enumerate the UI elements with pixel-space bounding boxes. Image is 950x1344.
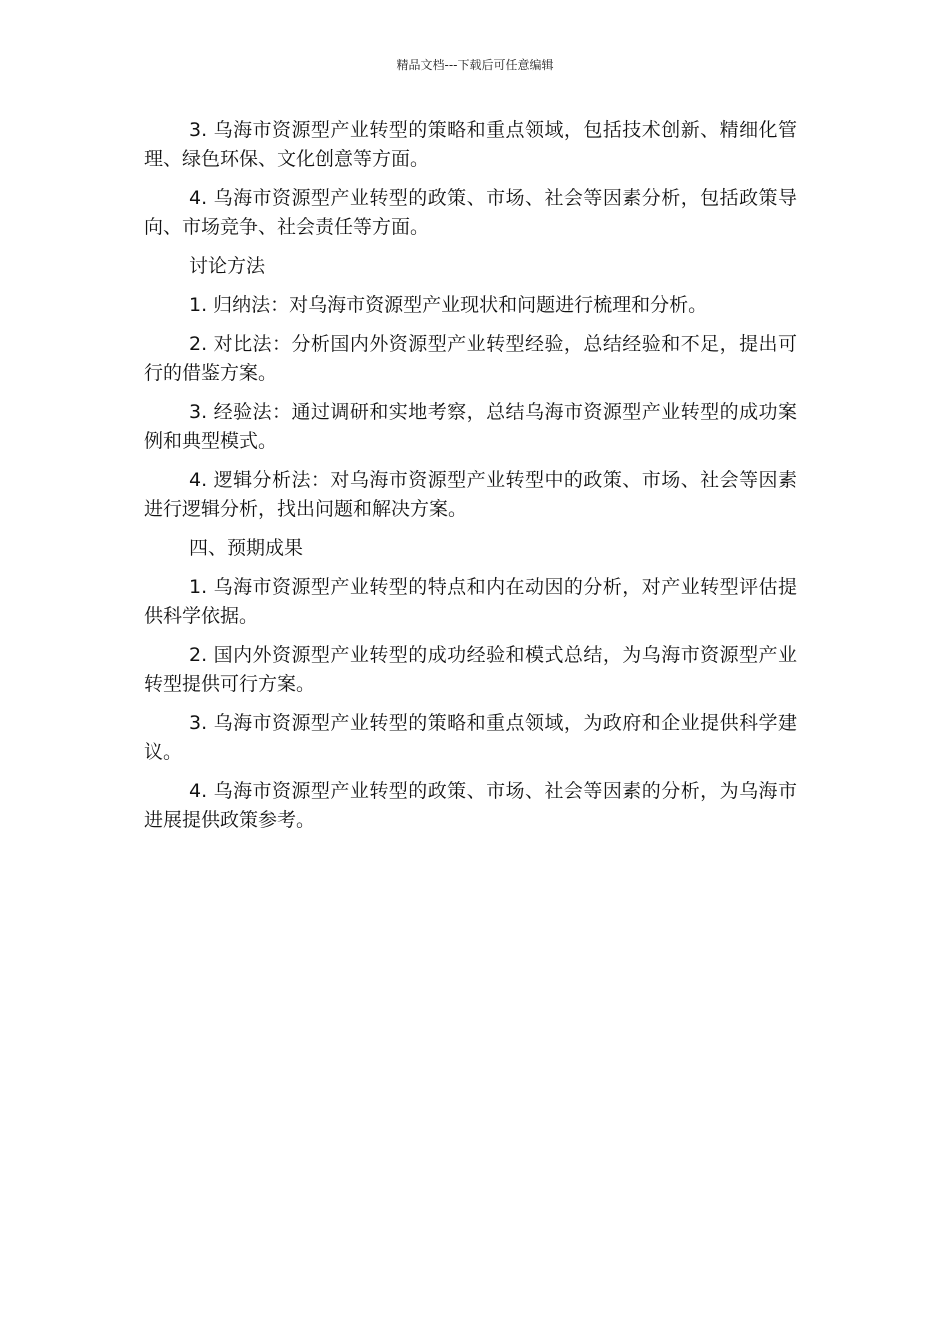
result-item-1: 1. 乌海市资源型产业转型的特点和内在动因的分析，对产业转型评估提供科学依据。 bbox=[144, 576, 797, 627]
results-heading: 四、预期成果 bbox=[189, 537, 304, 559]
method-item-1: 1. 归纳法：对乌海市资源型产业现状和问题进行梳理和分析。 bbox=[189, 294, 708, 316]
research-item-3: 3. 乌海市资源型产业转型的策略和重点领域，包括技术创新、精细化管理、绿色环保、文化创意等方面。 bbox=[144, 119, 797, 170]
research-item-4: 4. 乌海市资源型产业转型的政策、市场、社会等因素分析，包括政策导向、市场竞争、社会责任等方面。 bbox=[144, 187, 797, 238]
method-item-4: 4. 逻辑分析法：对乌海市资源型产业转型中的政策、市场、社会等因素进行逻辑分析，找出问题和解决方案。 bbox=[144, 469, 797, 520]
method-item-2: 2. 对比法：分析国内外资源型产业转型经验，总结经验和不足，提出可行的借鉴方案。 bbox=[144, 333, 797, 384]
method-item-3: 3. 经验法：通过调研和实地考察，总结乌海市资源型产业转型的成功案例和典型模式。 bbox=[144, 401, 797, 452]
result-item-4: 4. 乌海市资源型产业转型的政策、市场、社会等因素的分析，为乌海市进展提供政策参考。 bbox=[144, 780, 797, 831]
result-item-3: 3. 乌海市资源型产业转型的策略和重点领域，为政府和企业提供科学建议。 bbox=[144, 712, 797, 763]
result-item-2: 2. 国内外资源型产业转型的成功经验和模式总结，为乌海市资源型产业转型提供可行方案。 bbox=[144, 644, 797, 695]
document-body bbox=[144, 116, 797, 845]
methods-heading: 讨论方法 bbox=[189, 255, 266, 277]
page-header: 精品文档---下载后可任意编辑 bbox=[396, 58, 554, 72]
